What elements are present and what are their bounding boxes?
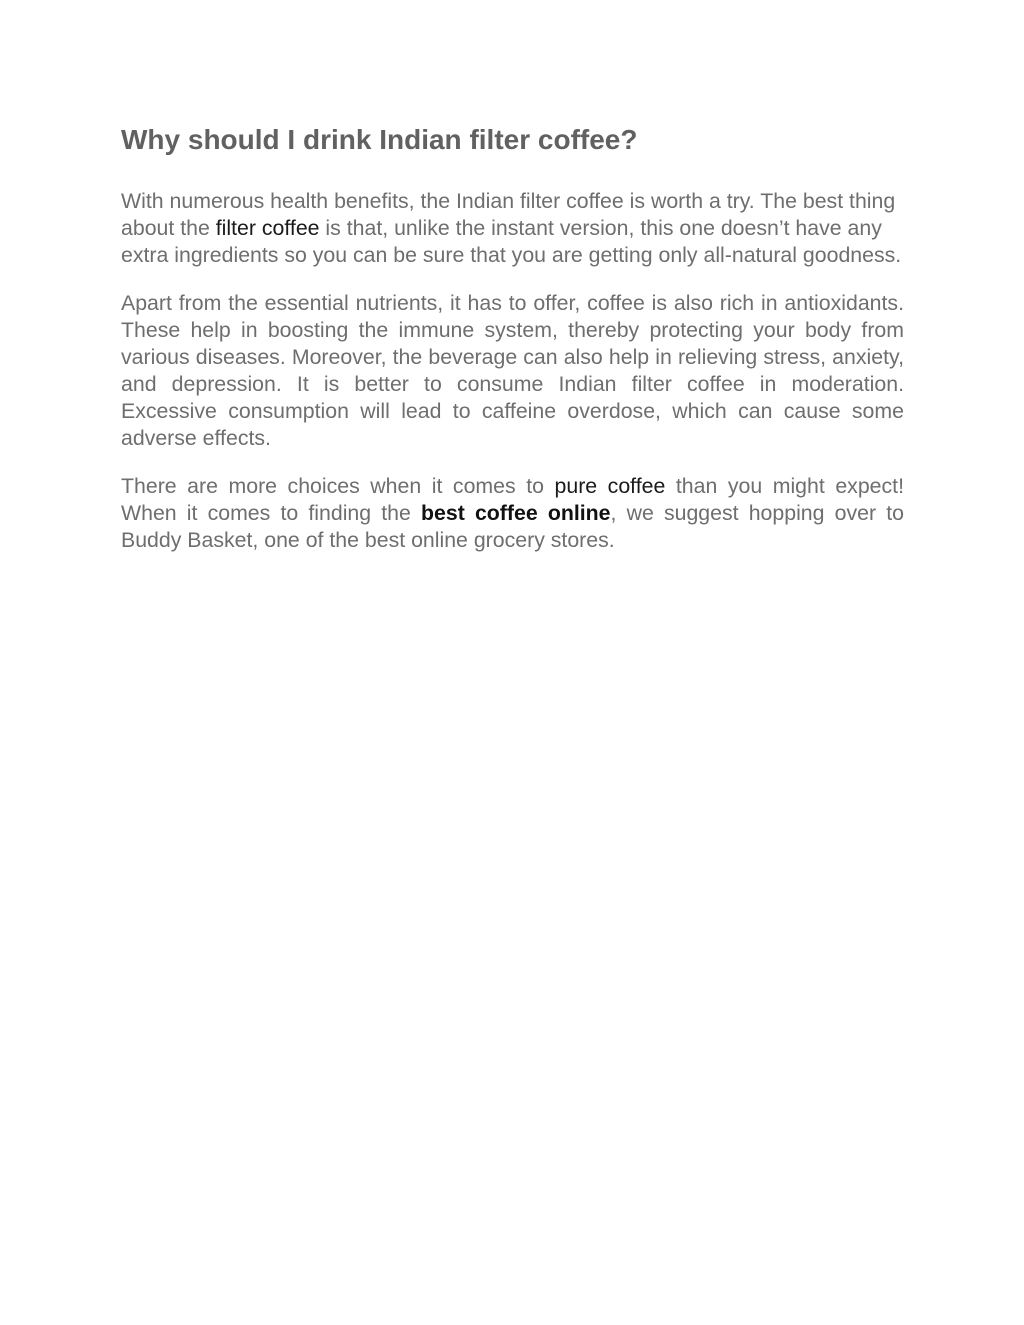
paragraph-text: With numerous health benefits, the Indian filter coffee is worth a try. The best thing about the bbox=[121, 189, 896, 240]
filter-coffee-link[interactable]: filter coffee bbox=[215, 216, 320, 240]
document-page bbox=[121, 118, 904, 575]
paragraph-text: is that, unlike the instant version, this one doesn’t have any extra ingredients so you can be sure that you are getting only all-natural goodness. bbox=[121, 216, 902, 267]
paragraph-choices bbox=[121, 473, 904, 554]
best-coffee-online-link[interactable]: best coffee online bbox=[421, 501, 611, 525]
document-title: Why should I drink Indian filter coffee? bbox=[121, 124, 638, 155]
paragraph-text: than you might expect! When it comes to finding the bbox=[121, 474, 904, 525]
paragraph-antioxidants: Apart from the essential nutrients, it has to offer, coffee is also rich in antioxidants. These help in boosting the immune system, thereby protecting your body from various diseases. Moreover, the beverage can also help in relieving stress, anxiety, and depression. It is better to consume Indian filter coffee in moderation. Excessive consumption will lead to caffeine overdose, which can cause some adverse effects. bbox=[121, 291, 904, 450]
paragraph-health-benefits bbox=[121, 188, 904, 269]
pure-coffee-link[interactable]: pure coffee bbox=[554, 474, 666, 498]
paragraph-text: , we suggest hopping over to Buddy Basket, one of the best online grocery stores. bbox=[121, 501, 904, 552]
paragraph-text: There are more choices when it comes to bbox=[121, 474, 555, 498]
